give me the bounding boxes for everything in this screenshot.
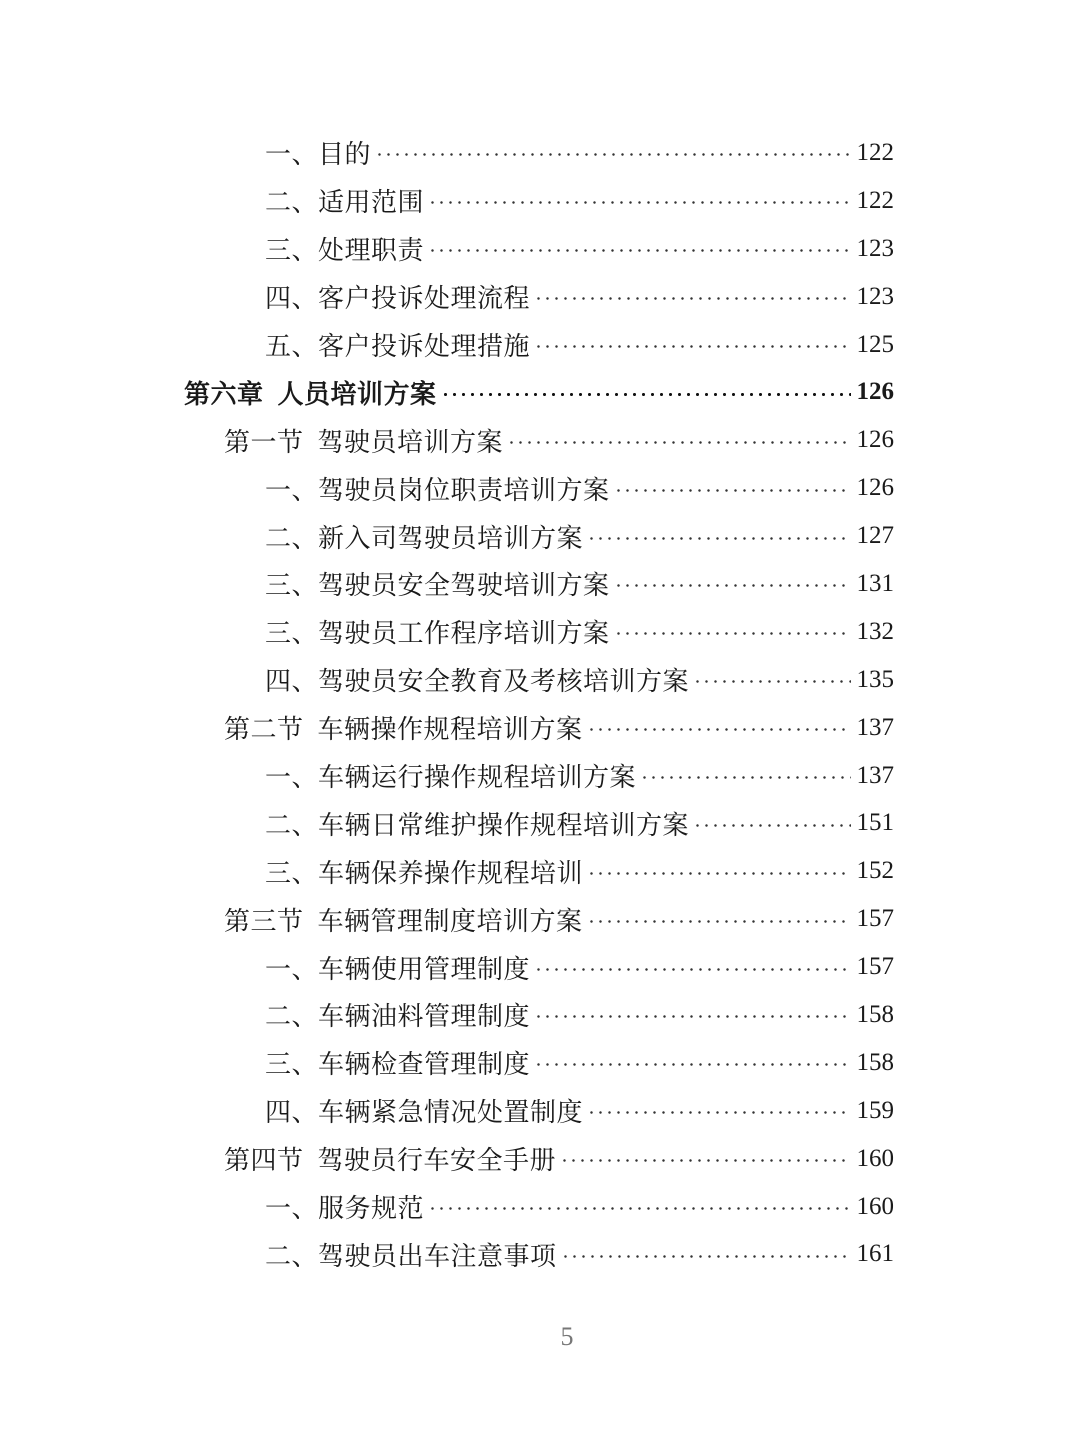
toc-entry-item <box>0 129 1080 177</box>
toc-entry-name: 驾驶员安全驾驶培训方案 <box>318 571 610 602</box>
toc-entry-prefix: 第三节 <box>224 906 304 937</box>
toc-entry-prefix: 第四节 <box>224 1146 304 1177</box>
toc-entry-item <box>0 656 1080 704</box>
toc-entry-page: 131 <box>856 569 894 597</box>
toc-entry-name: 人员培训方案 <box>277 379 437 410</box>
toc-entry-prefix: 四、 <box>265 667 319 698</box>
toc-leader-dots <box>428 1207 850 1210</box>
toc-entry-prefix: 一、 <box>265 1194 319 1225</box>
toc-entry-page: 126 <box>856 426 894 454</box>
toc-entry-title <box>265 661 689 698</box>
toc-entry-title <box>265 518 583 555</box>
toc-entry-title <box>265 1236 557 1273</box>
toc-entry-page: 157 <box>856 953 894 981</box>
toc-entry-name: 目的 <box>318 140 372 171</box>
toc-entry-name: 驾驶员出车注意事项 <box>318 1241 557 1272</box>
toc-entry-chapter <box>0 368 1080 416</box>
toc-entry-name: 服务规范 <box>318 1194 425 1225</box>
toc-entry-page: 137 <box>856 761 894 789</box>
toc-entry-name: 驾驶员行车安全手册 <box>317 1146 557 1177</box>
toc-entry-item <box>0 1039 1080 1087</box>
toc-entry-title <box>265 230 424 267</box>
toc-entry-item <box>0 1183 1080 1231</box>
toc-entry-title <box>265 470 610 507</box>
toc-entry-name: 车辆运行操作规程培训方案 <box>318 763 637 794</box>
toc-entry-title <box>265 949 530 986</box>
toc-leader-dots <box>614 632 851 635</box>
toc-entry-item <box>0 177 1080 225</box>
toc-entry-name: 车辆保养操作规程培训 <box>318 858 584 889</box>
toc-entry-page: 123 <box>856 282 894 310</box>
toc-entry-title <box>265 1092 583 1129</box>
toc-entry-page: 160 <box>856 1144 894 1172</box>
toc-leader-dots <box>693 824 850 827</box>
toc-entry-prefix: 二、 <box>265 523 319 554</box>
toc-entry-prefix: 第一节 <box>224 427 304 458</box>
toc-entry-item <box>0 560 1080 608</box>
toc-entry-page: 157 <box>856 905 894 933</box>
toc-entry-item <box>0 1230 1080 1278</box>
toc-entry-name: 车辆管理制度培训方案 <box>317 906 583 937</box>
toc-entry-name: 新入司驾驶员培训方案 <box>318 523 584 554</box>
toc-entry-page: 132 <box>856 617 894 645</box>
toc-entry-page: 158 <box>856 1048 894 1076</box>
toc-leader-dots <box>587 920 851 923</box>
toc-entry-name: 车辆操作规程培训方案 <box>317 715 583 746</box>
toc-entry-name: 驾驶员工作程序培训方案 <box>318 619 610 650</box>
toc-entry-page: 159 <box>856 1096 894 1124</box>
toc-entry-name: 驾驶员岗位职责培训方案 <box>318 475 610 506</box>
toc-entry-page: 151 <box>856 809 894 837</box>
toc-leader-dots <box>587 728 851 731</box>
toc-entry-title <box>265 1188 424 1225</box>
toc-entry-page: 122 <box>856 186 894 214</box>
toc-entry-title <box>224 1140 556 1177</box>
toc-entry-name: 车辆使用管理制度 <box>318 954 531 985</box>
toc-entry-prefix: 二、 <box>265 1002 319 1033</box>
toc-entry-page: 152 <box>856 857 894 885</box>
toc-entry-page: 123 <box>856 234 894 262</box>
toc-entry-title <box>265 278 530 315</box>
toc-entry-page: 158 <box>856 1000 894 1028</box>
toc-entry-prefix: 一、 <box>265 954 319 985</box>
toc-leader-dots <box>587 537 850 540</box>
toc-entry-section <box>0 416 1080 464</box>
toc-entry-name: 车辆油料管理制度 <box>318 1002 531 1033</box>
toc-entry-item <box>0 1087 1080 1135</box>
toc-entry-title <box>224 901 583 938</box>
toc-entry-item <box>0 991 1080 1039</box>
toc-entry-title <box>224 422 503 459</box>
toc-entry-title <box>265 1044 530 1081</box>
toc-entry-title <box>265 565 610 602</box>
toc-leader-dots <box>507 441 850 444</box>
toc-entry-page: 127 <box>856 522 894 550</box>
toc-entry-page: 122 <box>856 138 894 166</box>
toc-entry-prefix: 三、 <box>265 619 319 650</box>
toc-entry-page: 137 <box>856 713 894 741</box>
toc-entry-prefix: 一、 <box>265 140 319 171</box>
toc-entry-prefix: 一、 <box>265 763 319 794</box>
toc-leader-dots <box>375 153 850 156</box>
toc-entry-name: 车辆日常维护操作规程培训方案 <box>318 810 690 841</box>
toc-leader-dots <box>560 1159 850 1162</box>
toc-entry-item <box>0 608 1080 656</box>
toc-entry-page: 126 <box>856 474 894 502</box>
toc-entry-prefix: 二、 <box>265 188 319 219</box>
toc-leader-dots <box>614 584 851 587</box>
toc-entry-prefix: 三、 <box>265 571 319 602</box>
toc-leader-dots <box>534 968 850 971</box>
toc-entry-item <box>0 464 1080 512</box>
toc-entry-name: 车辆紧急情况处置制度 <box>318 1098 584 1129</box>
toc-entry-name: 客户投诉处理措施 <box>318 332 531 362</box>
toc-entry-prefix: 第二节 <box>224 715 304 746</box>
toc-entry-item <box>0 943 1080 991</box>
toc-leader-dots <box>640 776 850 779</box>
toc-leader-dots <box>428 201 850 204</box>
toc-leader-dots <box>534 1063 850 1066</box>
toc-entry-prefix: 五、 <box>265 332 319 362</box>
toc-entry-section <box>0 895 1080 943</box>
toc-entry-title <box>265 757 636 794</box>
page-number: 5 <box>560 1322 574 1351</box>
toc-leader-dots <box>614 489 851 492</box>
toc-entry-title <box>265 996 530 1033</box>
toc-entry-prefix: 一、 <box>265 475 319 506</box>
toc-entry-title <box>265 613 610 650</box>
toc-entry-title <box>224 709 583 746</box>
toc-entry-prefix: 四、 <box>265 284 319 315</box>
toc-entry-name: 车辆检查管理制度 <box>318 1050 531 1081</box>
toc-entry-item <box>0 321 1080 369</box>
toc-entry-item <box>0 752 1080 800</box>
toc-entry-prefix: 四、 <box>265 1098 319 1129</box>
toc-entry-item <box>0 225 1080 273</box>
toc-leader-dots <box>534 297 850 300</box>
toc-entry-item <box>0 847 1080 895</box>
toc-leader-dots <box>534 1015 850 1018</box>
toc-leader-dots <box>693 680 850 683</box>
toc-entry-title <box>184 374 437 411</box>
toc-leader-dots <box>441 393 851 396</box>
toc-entry-title <box>265 853 583 890</box>
toc-entry-item <box>0 799 1080 847</box>
toc-entry-prefix: 三、 <box>265 236 319 267</box>
toc-entry-prefix: 三、 <box>265 858 319 889</box>
toc-entry-item <box>0 512 1080 560</box>
toc-entry-page: 125 <box>856 330 894 358</box>
toc-entry-name: 客户投诉处理流程 <box>318 284 531 315</box>
toc-entry-item <box>0 273 1080 321</box>
toc-leader-dots <box>587 872 850 875</box>
toc-entry-page: 160 <box>856 1192 894 1220</box>
table-of-contents <box>0 129 1080 1278</box>
toc-entry-title <box>265 326 530 363</box>
toc-leader-dots <box>587 1111 850 1114</box>
toc-entry-section <box>0 1135 1080 1183</box>
toc-entry-page: 161 <box>856 1240 894 1268</box>
toc-leader-dots <box>534 345 850 348</box>
toc-entry-title <box>265 805 689 842</box>
toc-entry-page: 135 <box>856 665 894 693</box>
toc-entry-page: 126 <box>856 378 894 406</box>
toc-entry-section <box>0 704 1080 752</box>
toc-leader-dots <box>428 249 850 252</box>
toc-entry-prefix: 二、 <box>265 810 319 841</box>
toc-entry-name: 适用范围 <box>318 188 425 219</box>
toc-entry-name: 驾驶员安全教育及考核培训方案 <box>318 667 690 698</box>
toc-entry-prefix: 第六章 <box>184 379 264 410</box>
toc-entry-name: 驾驶员培训方案 <box>317 427 504 458</box>
toc-entry-prefix: 二、 <box>265 1241 319 1272</box>
toc-entry-title <box>265 182 424 219</box>
toc-leader-dots <box>561 1255 851 1258</box>
toc-entry-name: 处理职责 <box>318 236 425 267</box>
toc-entry-prefix: 三、 <box>265 1050 319 1081</box>
toc-entry-title <box>265 134 371 171</box>
